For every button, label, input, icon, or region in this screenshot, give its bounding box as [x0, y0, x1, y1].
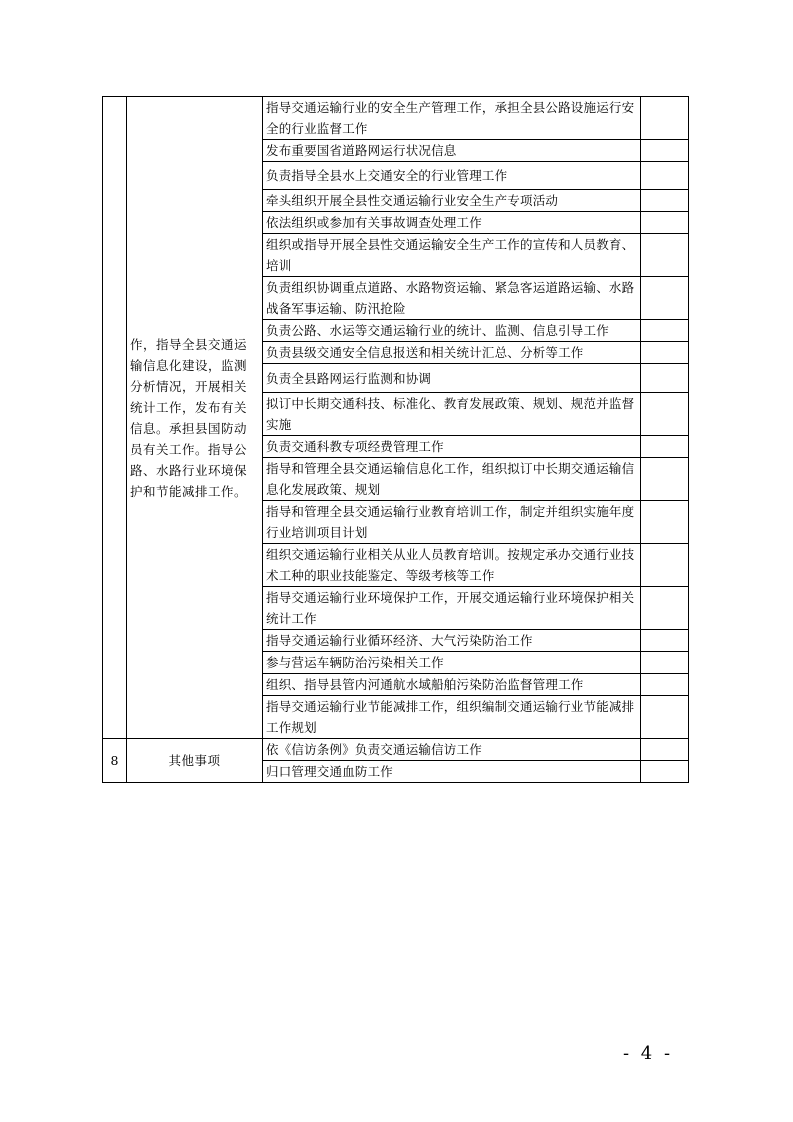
note-cell — [641, 234, 689, 277]
category-cell: 其他事项 — [127, 739, 263, 783]
task-cell: 负责全县路网运行监测和协调 — [263, 364, 641, 393]
note-cell — [641, 587, 689, 630]
task-cell: 发布重要国省道路网运行状况信息 — [263, 140, 641, 162]
task-cell: 指导和管理全县交通运输行业教育培训工作，制定并组织实施年度行业培训项目计划 — [263, 501, 641, 544]
task-cell: 组织交通运输行业相关从业人员教育培训。按规定承办交通行业技术工种的职业技能鉴定、等级考核等工作 — [263, 544, 641, 587]
note-cell — [641, 652, 689, 674]
task-cell: 负责县级交通安全信息报送和相关统计汇总、分析等工作 — [263, 342, 641, 364]
note-cell — [641, 674, 689, 696]
note-cell — [641, 320, 689, 342]
note-cell — [641, 190, 689, 212]
task-cell: 负责交通科教专项经费管理工作 — [263, 436, 641, 458]
page-number: - 4 - — [623, 1043, 674, 1064]
note-cell — [641, 364, 689, 393]
note-cell — [641, 97, 689, 140]
note-cell — [641, 393, 689, 436]
note-cell — [641, 342, 689, 364]
task-cell: 指导交通运输行业节能减排工作，组织编制交通运输行业节能减排工作规划 — [263, 696, 641, 739]
category-cell: 作，指导全县交通运输信息化建设，监测分析情况，开展相关统计工作，发布有关信息。承担县国防动员有关工作。指导公路、水路行业环境保护和节能减排工作。 — [127, 97, 263, 739]
note-cell — [641, 436, 689, 458]
task-cell: 指导交通运输行业循环经济、大气污染防治工作 — [263, 630, 641, 652]
note-cell — [641, 544, 689, 587]
row-number-cell — [103, 97, 127, 739]
task-cell: 组织、指导县管内河通航水域船舶污染防治监督管理工作 — [263, 674, 641, 696]
task-cell: 归口管理交通血防工作 — [263, 761, 641, 783]
note-cell — [641, 761, 689, 783]
task-cell: 组织或指导开展全县性交通运输安全生产工作的宣传和人员教育、培训 — [263, 234, 641, 277]
task-cell: 负责组织协调重点道路、水路物资运输、紧急客运道路运输、水路战备军事运输、防汛抢险 — [263, 277, 641, 320]
note-cell — [641, 277, 689, 320]
note-cell — [641, 739, 689, 761]
row-number-cell: 8 — [103, 739, 127, 783]
task-cell: 拟订中长期交通科技、标准化、教育发展政策、规划、规范并监督实施 — [263, 393, 641, 436]
table-row — [103, 739, 689, 761]
note-cell — [641, 212, 689, 234]
task-cell: 负责公路、水运等交通运输行业的统计、监测、信息引导工作 — [263, 320, 641, 342]
responsibilities-table — [102, 96, 689, 783]
note-cell — [641, 501, 689, 544]
note-cell — [641, 140, 689, 162]
task-cell: 牵头组织开展全县性交通运输行业安全生产专项活动 — [263, 190, 641, 212]
task-cell: 指导交通运输行业环境保护工作，开展交通运输行业环境保护相关统计工作 — [263, 587, 641, 630]
task-cell: 依《信访条例》负责交通运输信访工作 — [263, 739, 641, 761]
table-row — [103, 97, 689, 140]
task-cell: 指导交通运输行业的安全生产管理工作，承担全县公路设施运行安全的行业监督工作 — [263, 97, 641, 140]
task-cell: 负责指导全县水上交通安全的行业管理工作 — [263, 162, 641, 190]
task-cell: 指导和管理全县交通运输信息化工作，组织拟订中长期交通运输信息化发展政策、规划 — [263, 458, 641, 501]
task-cell: 依法组织或参加有关事故调查处理工作 — [263, 212, 641, 234]
note-cell — [641, 630, 689, 652]
note-cell — [641, 162, 689, 190]
task-cell: 参与营运车辆防治污染相关工作 — [263, 652, 641, 674]
note-cell — [641, 696, 689, 739]
note-cell — [641, 458, 689, 501]
